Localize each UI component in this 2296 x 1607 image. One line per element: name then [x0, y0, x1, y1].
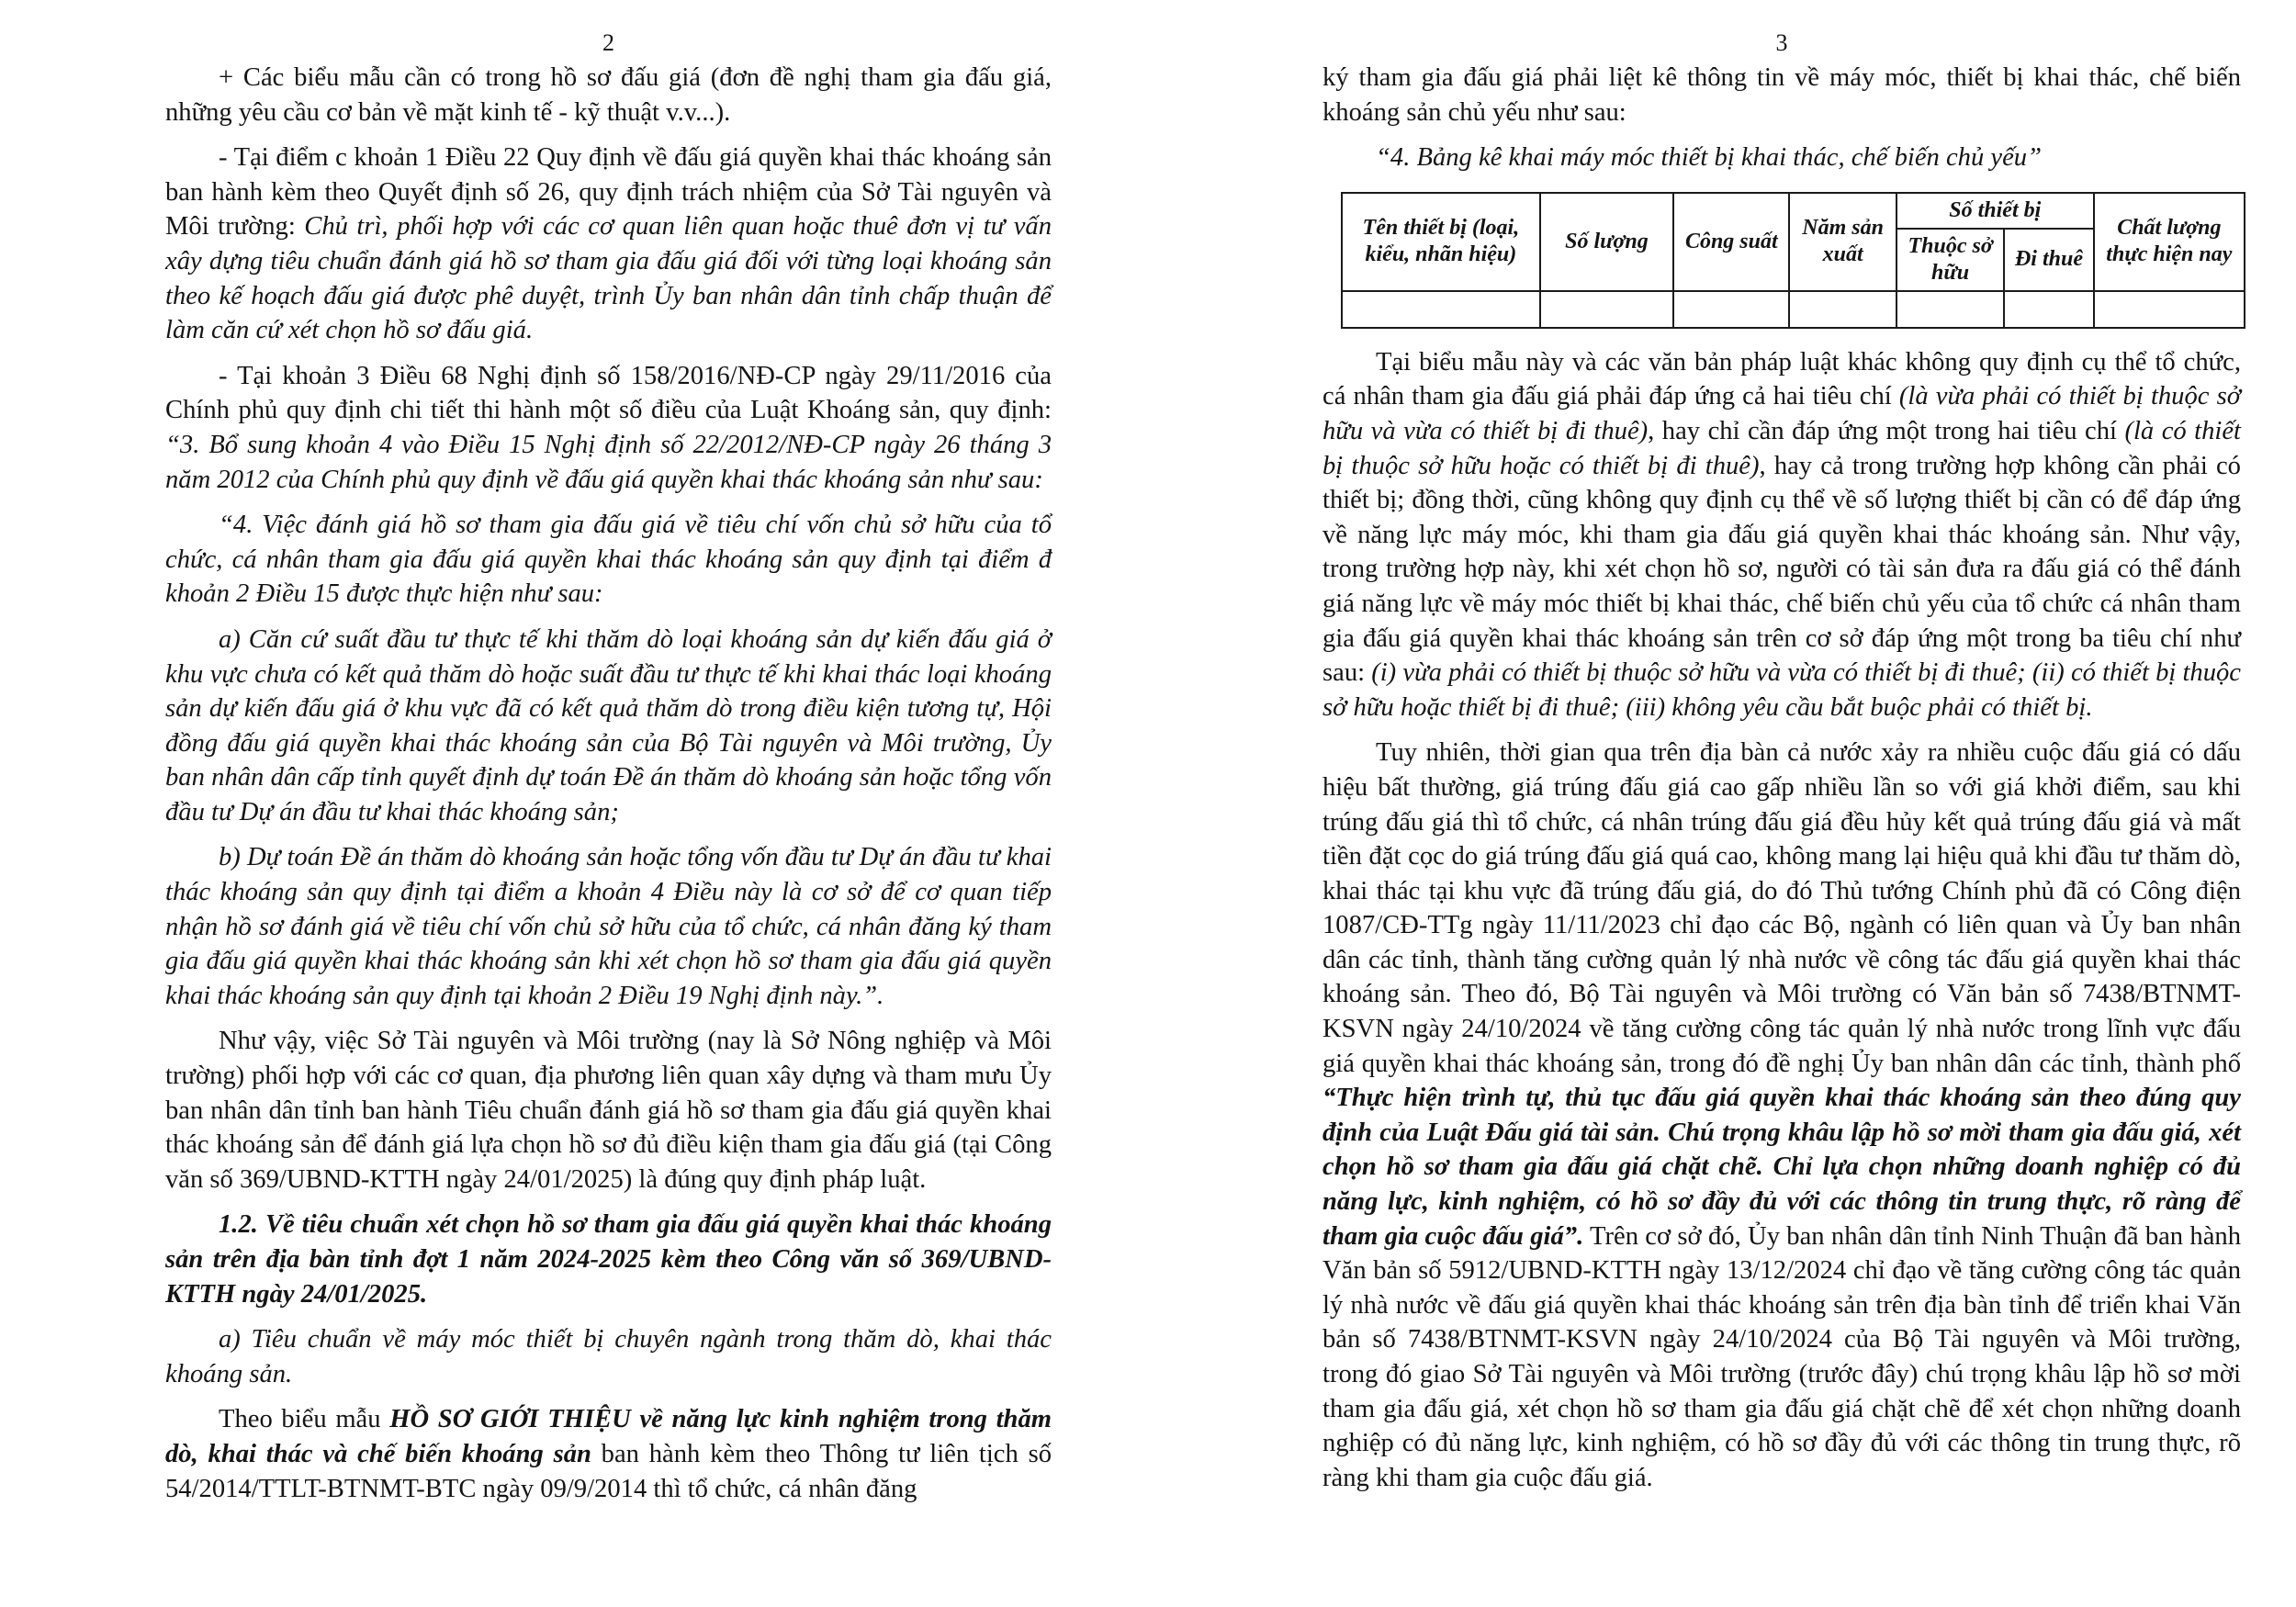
table-cell — [1673, 291, 1789, 328]
table-cell — [1789, 291, 1896, 328]
paragraph-text: Theo biểu mẫu — [219, 1405, 390, 1434]
paragraph-text: ban hành kèm theo Thông tư liên tịch số 54/2014/TTLT-BTNMT-BTC ngày 09/9/2014 thì tổ chức, cá nhân đăng — [165, 1439, 1052, 1503]
table-row — [1342, 291, 2245, 328]
paragraph-decree-158 — [165, 359, 1052, 497]
equipment-table — [1341, 192, 2245, 329]
table-header-row — [1342, 193, 2245, 229]
paragraph-criteria — [1322, 345, 2241, 725]
paragraph-text: - Tại điểm c khoản 1 Điều 22 Quy định về đấu giá quyền khai thác khoáng sản ban hành kèm theo Quyết định số 26, quy định trách nhiệm của Sở Tài nguyên và Môi trường: — [165, 143, 1052, 242]
paragraph-quote: Chủ trì, phối hợp với các cơ quan liên quan hoặc thuê đơn vị tư vấn xây dựng tiêu chuẩn đánh giá hồ sơ tham gia đấu giá đối với từng loại khoáng sản theo kế hoạch đấu giá được phê duyệt, trình Ủy ban nhân dân tỉnh chấp thuận để làm căn cứ xét chọn hồ sơ đấu giá. — [165, 212, 1052, 345]
left-page — [165, 0, 1052, 1607]
table-cell — [1540, 291, 1673, 328]
page-number: 2 — [602, 29, 614, 56]
paragraph-text: Tuy nhiên, thời gian qua trên địa bàn cả nước xảy ra nhiều cuộc đấu giá có dấu hiệu bất thường, giá trúng đấu giá cao gấp nhiều lần so với giá khởi điểm, sau khi trúng đấu giá thì tổ chức, cá nhân trúng đấu giá đều hủy kết quả trúng đấu giá và mất tiền đặt cọc do giá trúng đấu giá quá cao, không mang lại hiệu quả khi đầu tư thăm dò, khai thác tại khu vực đã trúng đấu giá, do đó Thủ tướng Chính phủ đã có Công điện 1087/CĐ-TTg ngày 11/11/2023 chỉ đạo các Bộ, ngành có liên quan và Ủy ban nhân dân các tỉnh, thành tăng cường quản lý nhà nước về công tác đấu giá quyền khai thác khoáng sản. Theo đó, Bộ Tài nguyên và Môi trường có Văn bản số 7438/BTNMT-KSVN ngày 24/10/2024 về tăng cường công tác quản lý nhà nước trong lĩnh vực đấu giá quyền khai thác khoáng sản, trong đó đề nghị Ủy ban nhân dân các tỉnh, thành phố — [1322, 738, 2241, 1078]
table-header-cell: Số thiết bị — [1896, 193, 2094, 229]
table-header-cell: Năm sản xuất — [1789, 193, 1896, 291]
section-heading-1-2: 1.2. Về tiêu chuẩn xét chọn hồ sơ tham gia đấu giá quyền khai thác khoáng sản trên địa bàn tỉnh đợt 1 năm 2024-2025 kèm theo Công văn số 369/UBND-KTTH ngày 24/01/2025. — [165, 1210, 1052, 1309]
table-header-cell: Đi thuê — [2004, 229, 2093, 291]
table-caption: “4. Bảng kê khai máy móc thiết bị khai thác, chế biến chủ yếu” — [1376, 143, 2042, 173]
paragraph-italic: (là có thiết bị thuộc sở hữu hoặc có thiết bị đi thuê) — [1322, 416, 2242, 480]
paragraph-bold-quote: “Thực hiện trình tự, thủ tục đấu giá quyền khai thác khoáng sản theo đúng quy định của Luật Đấu giá tài sản. Chú trọng khâu lập hồ sơ mời tham gia đấu giá, xét chọn hồ sơ tham gia đấu giá chặt chẽ. Chỉ lựa chọn những doanh nghiệp có đủ năng lực, kinh nghiệm, có hồ sơ đầy đủ với các thông tin trung thực, rõ ràng để tham gia cuộc đấu giá”. — [1322, 1084, 2241, 1251]
form-title-rest: về năng lực kinh nghiệm trong thăm dò, khai thác và chế biến khoáng sản — [165, 1405, 1052, 1468]
page-number: 3 — [1775, 29, 1788, 56]
form-title: HỒ SƠ GIỚI THIỆU — [389, 1405, 631, 1434]
table-header-cell: Tên thiết bị (loại, kiểu, nhãn hiệu) — [1342, 193, 1540, 291]
paragraph-clause-4: “4. Việc đánh giá hồ sơ tham gia đấu giá về tiêu chí vốn chủ sở hữu của tổ chức, cá nhân tham gia đấu giá quyền khai thác khoáng sản quy định tại điểm đ khoản 2 Điều 15 được thực hiện như sau: — [165, 511, 1052, 609]
paragraph-text: Tại biểu mẫu này và các văn bản pháp luật khác không quy định cụ thể tổ chức, cá nhân tham gia đấu giá phải đáp ứng cả hai tiêu chí — [1322, 347, 2241, 411]
paragraph-italic: (là vừa phải có thiết bị thuộc sở hữu và vừa có thiết bị đi thuê) — [1322, 382, 2241, 445]
paragraph-conclusion: Như vậy, việc Sở Tài nguyên và Môi trường (nay là Sở Nông nghiệp và Môi trường) phối hợp với các cơ quan, địa phương liên quan xây dựng và tham mưu Ủy ban nhân dân tỉnh ban hành Tiêu chuẩn đánh giá hồ sơ tham gia đấu giá quyền khai thác khoáng sản để đánh giá lựa chọn hồ sơ đủ điều kiện tham gia đấu giá (tại Công văn số 369/UBND-KTTH ngày 24/01/2025) là đúng quy định pháp luật. — [165, 1027, 1052, 1194]
table-header-cell: Công suất — [1673, 193, 1789, 291]
paragraph-text: Trên cơ sở đó, Ủy ban nhân dân tỉnh Ninh Thuận đã ban hành Văn bản số 5912/UBND-KTTH ngày 13/12/2024 chỉ đạo về tăng cường công tác quản lý nhà nước về đấu giá quyền khai thác khoáng sản trên địa bàn tỉnh để triển khai Văn bản số 7438/BTNMT-KSVN ngày 24/10/2024 của Bộ Tài nguyên và Môi trường, trong đó giao Sở Tài nguyên và Môi trường (trước đây) chú trọng khâu lập hồ sơ mời tham gia đấu giá, xét chọn hồ sơ tham gia đấu giá chặt chẽ để xét chọn những doanh nghiệp có đủ năng lực, kinh nghiệm, có hồ sơ đầy đủ với các thông tin trung thực, rõ ràng khi tham gia cuộc đấu giá. — [1322, 1221, 2241, 1492]
table-cell — [2094, 291, 2245, 328]
table-cell — [1896, 291, 2004, 328]
right-page — [1322, 0, 2241, 1607]
table-header-cell: Thuộc sở hữu — [1896, 229, 2004, 291]
table-cell — [1342, 291, 1540, 328]
paragraph-text: , hay chỉ cần đáp ứng một trong hai tiêu chí — [1648, 416, 2125, 445]
paragraph-however — [1322, 736, 2241, 1495]
paragraph-clause-4a: a) Căn cứ suất đầu tư thực tế khi thăm dò loại khoáng sản dự kiến đấu giá ở khu vực chưa có kết quả thăm dò hoặc suất đầu tư thực tế khi khai thác loại khoáng sản dự kiến đấu giá ở khu vực đã có kết quả thăm dò trong điều kiện tương tự, Hội đồng đấu giá quyền khai thác khoáng sản của Bộ Tài nguyên và Môi trường, Ủy ban nhân dân cấp tỉnh quyết định dự toán Đề án thăm dò khoáng sản hoặc tổng vốn đầu tư Dự án đầu tư khai thác khoáng sản; — [165, 624, 1052, 826]
table-cell — [2004, 291, 2093, 328]
subsection-heading-a: a) Tiêu chuẩn về máy móc thiết bị chuyên ngành trong thăm dò, khai thác khoáng sản. — [165, 1325, 1052, 1388]
table-header-cell: Chất lượng thực hiện nay — [2094, 193, 2245, 291]
paragraph-continued: ký tham gia đấu giá phải liệt kê thông tin về máy móc, thiết bị khai thác, chế biến khoáng sản chủ yếu như sau: — [1322, 63, 2241, 127]
paragraph-decision-26 — [165, 140, 1052, 348]
paragraph-text: - Tại khoản 3 Điều 68 Nghị định số 158/2016/NĐ-CP ngày 29/11/2016 của Chính phủ quy định chi tiết thi hành một số điều của Luật Khoáng sản, quy định: — [165, 361, 1052, 425]
paragraph-quote: “3. Bổ sung khoản 4 vào Điều 15 Nghị định số 22/2012/NĐ-CP ngày 26 tháng 3 năm 2012 của Chính phủ quy định về đấu giá quyền khai thác khoáng sản như sau: — [165, 430, 1052, 494]
paragraph-text: , hay cả trong trường hợp không cần phải có thiết bị; đồng thời, cũng không quy định cụ thể về số lượng thiết bị cần có để đáp ứng về năng lực máy móc, khi tham gia đấu giá quyền khai thác khoáng sản. Như vậy, trong trường hợp này, khi xét chọn hồ sơ, người có tài sản đưa ra đấu giá có thể đánh giá năng lực về máy móc thiết bị khai thác, chế biến chủ yếu của tổ chức cá nhân tham gia đấu giá quyền khai thác khoáng sản trên cơ sở đáp ứng một trong ba tiêu chí như sau: — [1322, 451, 2241, 688]
paragraph-forms-list: + Các biểu mẫu cần có trong hồ sơ đấu giá (đơn đề nghị tham gia đấu giá, những yêu cầu cơ bản về mặt kinh tế - kỹ thuật v.v...). — [165, 63, 1052, 127]
paragraph-clause-4b: b) Dự toán Đề án thăm dò khoáng sản hoặc tổng vốn đầu tư Dự án đầu tư khai thác khoáng sản quy định tại điểm a khoản 4 Điều này là cơ sở để cơ quan tiếp nhận hồ sơ đánh giá về tiêu chí vốn chủ sở hữu của tổ chức, cá nhân đăng ký tham gia đấu giá quyền khai thác khoáng sản khi xét chọn hồ sơ tham gia đấu giá quyền khai thác khoáng sản quy định tại khoản 2 Điều 19 Nghị định này.”. — [165, 843, 1052, 1010]
table-header-cell: Số lượng — [1540, 193, 1673, 291]
paragraph-form-intro — [165, 1402, 1052, 1506]
paragraph-italic: (i) vừa phải có thiết bị thuộc sở hữu và vừa có thiết bị đi thuê; (ii) có thiết bị thuộc sở hữu hoặc thiết bị đi thuê; (iii) không yêu cầu bắt buộc phải có thiết bị. — [1322, 658, 2241, 722]
